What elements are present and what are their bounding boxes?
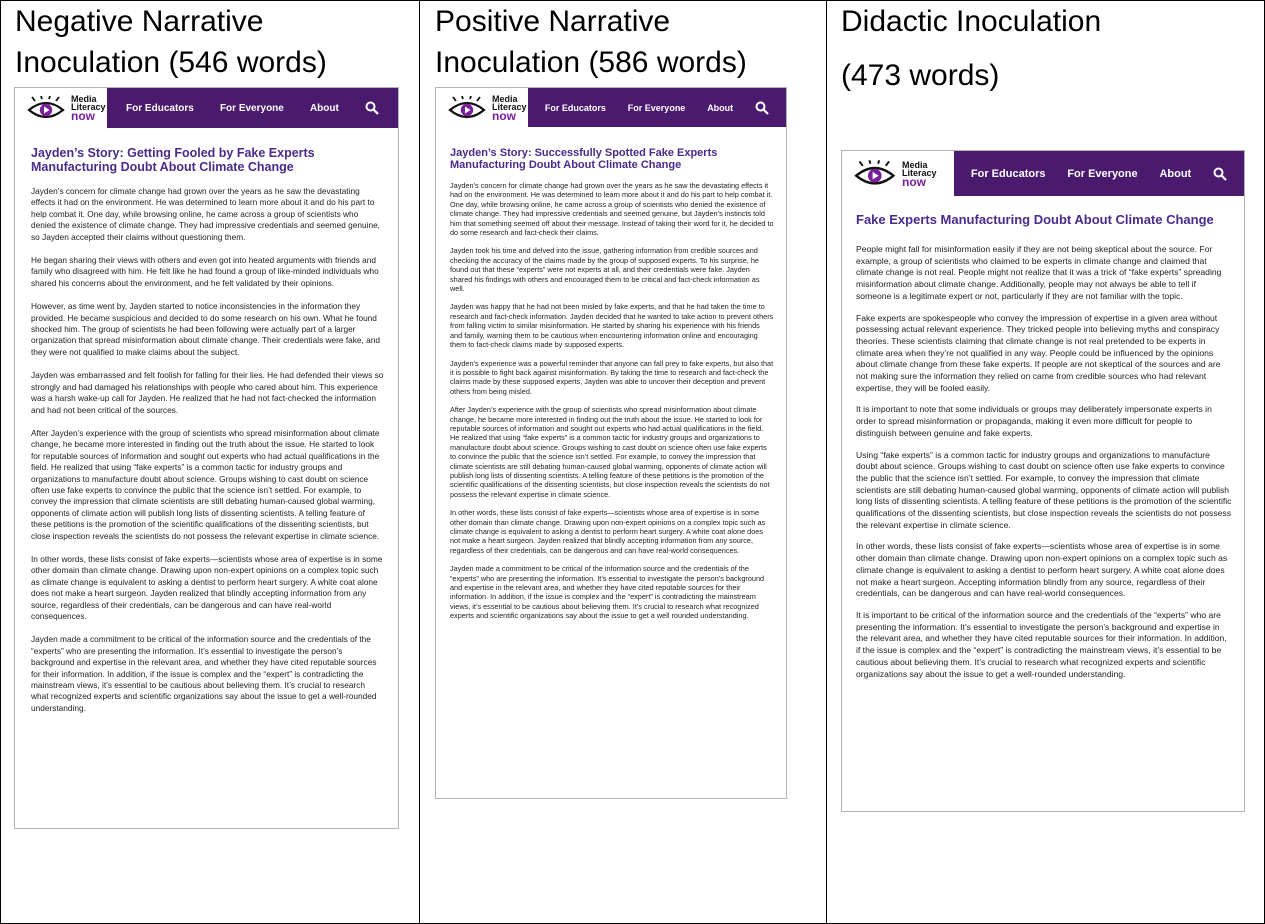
site-nav [15,88,398,128]
heading-line-1: Positive Narrative [435,5,671,38]
search-icon[interactable] [1213,167,1227,181]
logo-text [902,161,937,187]
article-paragraph: After Jayden’s experience with the group of scientists who spread misinformation about climate change, he became more interested in finding out the truth about the issue. He started to look for reputable sources of information and sought out experts who had actual qualifications in the field. He realized that using “fake experts” is a common tactic for industry groups and organizations to manufacture doubt about science. Groups wishing to cast doubt on science often use fake experts to convince the public that the science isn’t settled. For example, to convey the impression that climate scientists are still debating human-caused global warming, opponents of climate action will publish long lists of dissenting scientists. A telling feature of these petitions is the promotion of the scientific qualifications of the dissenting scientists, but close inspection reveals the scientists do not possess the relevant expertise in climate science. [450,405,770,499]
article-paragraph: Using “fake experts” is a common tactic for industry groups and organizations to manufacture doubt about science. Groups wishing to cast doubt on science often use fake experts to convince the public that the science isn’t settled. For example, to convey the impression that climate scientists are still debating human-caused global warming, opponents of climate action will publish long lists of dissenting scientists. A telling feature of these petitions is the promotion of the scientific qualifications of the dissenting scientists, but close inspection reveals the scientists do not possess the relevant expertise in climate science. [856,449,1232,530]
logo-line-3: now [492,108,516,123]
article-card [435,87,787,799]
article-paragraph: Jayden made a commitment to be critical of the information source and the credentials of the “experts” who are presenting the information. It’s essential to investigate the person’s background and expertise in the relevant area, and whether they have cited reputable sources for their information. In addition, if the issue is complex and the “expert” is contradicting the mainstream views, it’s essential to be cautious about believing them. It’s crucial to research what recognized experts and scientific organizations say about the issue to get a well-rounded understanding. [31,634,377,713]
article-title: Jayden’s Story: Successfully Spotted Fake Experts Manufacturing Doubt About Climate Change [450,147,718,171]
search-icon[interactable] [755,101,769,115]
article-paragraph: However, as time went by, Jayden started to notice inconsistencies in the information they provided. He became suspicious and decided to do some research on his own. What he found shocked him. The group of scientists he had been following were actually part of a larger organization that spread misinformation about climate change. Their credentials were fake, and they were not qualified to make claims about the subject. [31,301,380,357]
site-nav [842,151,1244,196]
article-paragraph: Jayden made a commitment to be critical of the information source and the credentials of the “experts” who are presenting the information. It’s essential to investigate the person’s background and expertise in the relevant area, and whether they have cited reputable sources for their information. In addition, if the issue is complex and the “expert” is contradicting the mainstream views, it’s essential to be cautious about believing them. It’s crucial to research what recognized experts and scientific organizations say about the issue to get a well rounded understanding. [450,564,765,621]
column-negative-narrative [1,1,420,923]
site-logo[interactable] [842,151,954,196]
nav-for-everyone[interactable]: For Everyone [1067,167,1138,180]
logo-text [71,95,106,121]
nav-about[interactable]: About [1159,167,1192,180]
search-icon[interactable] [365,101,379,115]
logo-line-2: Literacy [902,167,937,178]
article-paragraph: In other words, these lists consist of fake experts—scientists whose area of expertise is in some other domain than climate change. Drawing upon non-expert opinions on a complex topic such as climate change is equivalent to asking a dentist to perform heart surgery. A white coat alone does not make a heart surgeon. Jayden realized that blindly accepting information from any source, regardless of their credentials, can be dangerous and can have real-world consequences. [31,553,383,621]
logo-line-1: Media [902,159,928,170]
logo-line-2: Literacy [492,101,527,112]
heading-line-1: Didactic Inoculation [841,5,1102,38]
article-paragraph: It is important to be critical of the information source and the credentials of the “experts” who are presenting the information. It’s essential to investigate the person’s background and expertise in the relevant area, and whether they have cited reputable sources for their information. In addition, if the issue is complex and the “expert” is contradicting the mainstream views, it’s essential to be cautious about believing them. It’s crucial to research what recognized experts and scientific organizations say about the issue to get a well-rounded understanding. [856,609,1227,679]
heading-line-2: Inoculation (546 words) [15,46,327,79]
article-paragraph: In other words, these lists consist of fake experts—scientists whose area of expertise is in some other domain than climate change. Drawing upon non-expert opinions on a complex topic such as climate change is equivalent to asking a dentist to perform heart surgery. A white coat alone does not make a heart surgeon. Accepting information blindly from any source, regardless of their credentials, can be dangerous and can have real-world consequences. [856,541,1228,599]
nav-for-educators[interactable]: For Educators [126,102,194,114]
article-paragraph: Fake experts are spokespeople who convey the impression of expertise in a given area without possessing actual relevant experience. They tricked people into believing myths and conspiracy theories. These scientists claiming that climate change is not real pretended to be experts in climate area when they’re not qualified in any way. People could be influenced by the opinions about climate change from these fake experts. If people are not skeptical of the sources and are not making sure the information they relied on came from credible sources who had relevant expertise, they will be fooled easily. [856,312,1221,393]
article-paragraph: Jayden’s experience was a powerful reminder that anyone can fall prey to fake experts, but also that it is possible to fight back against misinformation. By taking the time to research and fact-check the claims made by these supposed experts, Jayden was able to uncover their deception and prevent others from being misled. [450,358,774,396]
eye-logo-icon [854,160,900,187]
article-paragraph: Jayden’s concern for climate change had grown over the years as he saw the devastating effects it had on the environment. He was determined to learn more about it and do his part to help combat it. One day, while browsing online, he came across a group of scientists who denied the existence of climate change. They had impressive credentials and seemed genuine, so Jayden accepted their claims without questioning them. [31,186,380,242]
nav-bar [107,88,398,128]
article-title: Jayden’s Story: Getting Fooled by Fake Experts Manufacturing Doubt About Climate Change [31,146,315,174]
nav-about[interactable]: About [309,102,339,114]
eye-logo-icon [27,96,69,120]
heading-line-2: Inoculation (586 words) [435,46,747,79]
logo-line-1: Media [71,94,97,104]
column-didactic [827,1,1264,923]
article-title: Fake Experts Manufacturing Doubt About Climate Change [856,212,1214,227]
article-paragraph: In other words, these lists consist of fake experts—scientists whose area of expertise is in some other domain than climate change. Drawing upon non-expert opinions on a complex topic such as climate change is equivalent to asking a dentist to perform heart surgery. A white coat alone does not make a heart surgeon. Jayden realized that blindly accepting information from any source, regardless of their credentials, can be dangerous and can have real-world consequences. [450,508,766,555]
article-card [841,150,1245,812]
nav-for-everyone[interactable]: For Everyone [219,102,284,114]
heading-line-2: (473 words) [841,59,1000,92]
column-positive-narrative [420,1,827,923]
site-logo[interactable] [436,88,528,127]
nav-for-educators[interactable]: For Educators [544,102,606,113]
heading-line-1: Negative Narrative [15,5,264,38]
site-nav [436,88,786,127]
article-paragraph: Jayden was embarrassed and felt foolish for falling for their lies. He had defended their views so strongly and had damaged his relationships with people who cared about him. This experience was a harsh wake-up call for Jayden. He realized that he had not fact-checked the information and had not been critical of the sources. [31,370,384,415]
site-logo[interactable] [15,88,107,128]
article-paragraph: He began sharing their views with others and even got into heated arguments with friends and family who disagreed with him. He felt like he had found a group of like-minded individuals who shared his concerns about the environment, and he felt validated by their opinions. [31,255,379,288]
logo-text [492,95,527,121]
nav-bar [954,151,1244,196]
article-paragraph: Jayden was happy that he had not been misled by fake experts, and that he had taken the time to research and fact-check information. Jayden decided that he wanted to take action to prevent others from falling victim to similar misinformation. He started by sharing his experience with his friends and family, warning them to be cautious when encountering information online and encouraging them to fact-check claims made by supposed experts. [450,302,774,350]
nav-about[interactable]: About [707,102,734,113]
column-heading [15,1,327,83]
article-card [14,87,399,829]
article-paragraph: After Jayden’s experience with the group of scientists who spread misinformation about climate change, he became more interested in finding out the truth about the issue. He started to look for reputable sources of information and sought out experts who had actual qualifications in the field. He realized that using “fake experts” is a common tactic for industry groups and organizations to manufacture doubt about science. Groups wishing to cast doubt on science often use fake experts to convince the public that the science isn’t settled. For example, to convey the impression that climate scientists are still debating human-caused global warming, opponents of climate action will publish long lists of dissenting scientists. A telling feature of these petitions is the promotion of the scientific qualifications of the dissenting scientists, but close inspection reveals the scientists do not possess the relevant expertise in climate science. [31,427,380,541]
nav-for-everyone[interactable]: For Everyone [627,102,686,113]
article-paragraph: It is important to note that some individuals or groups may deliberately impersonate experts in order to spread misinformation or propaganda, making it even more difficult for people to distinguish between genuine and fake experts. [856,404,1212,438]
article-paragraph: Jayden’s concern for climate change had grown over the years as he saw the devastating effects it had on the environment. He was determined to learn more about it and do his part to help combat it. One day, while browsing online, he came across a group of scientists who denied the existence of climate change. They had impressive credentials and seemed genuine, but Jayden’s instincts told him that something seemed off about their message. Instead of taking their word for it, he decided to do some research and fact-check their claims. [450,181,774,238]
article-paragraph: People might fall for misinformation easily if they are not being skeptical about the source. For example, a group of scientists who claimed to be experts in climate change and claimed that climate change is not real. People might not realize that it was a trick of “fake experts” spreading misinformation about climate change. Additionally, people may not always be able to tell if someone is a legitimate expert or not, particularly if they are not familiar with the topic. [856,244,1222,301]
logo-line-3: now [902,174,926,189]
logo-line-3: now [71,109,95,123]
nav-bar [528,88,786,127]
column-heading [841,1,1101,96]
article-paragraph: Jayden took his time and delved into the issue, gathering information from credible sources and checking the accuracy of the claims made by the group of supposed experts. To his surprise, he found out that these “experts” were not experts at all, and their credentials were fake. Jayden shared his findings with others and encouraged them to be critical and fact-check information as well. [450,246,760,294]
eye-logo-icon [448,96,490,120]
nav-for-educators[interactable]: For Educators [970,167,1046,180]
logo-line-1: Media [492,93,518,104]
logo-line-2: Literacy [71,102,106,112]
column-heading [435,1,747,83]
